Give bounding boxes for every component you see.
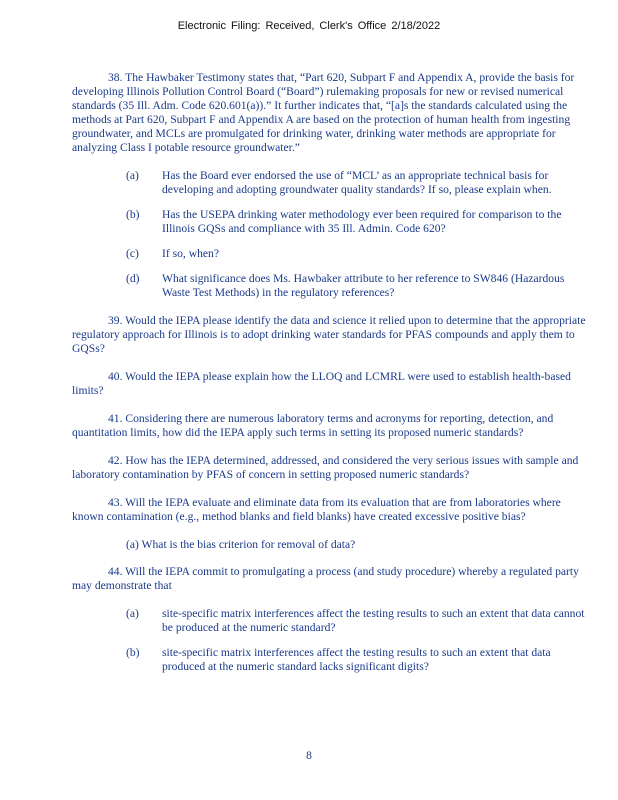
paragraph-41: 41. Considering there are numerous laboratory terms and acronyms for reporting, detection, and quantitation limits, how did the IEPA apply such terms in setting its proposed numeric standards? — [72, 412, 554, 439]
question-44a — [126, 607, 592, 635]
document-body — [72, 71, 592, 685]
item-text: site-specific matrix interferences affect the testing results to such an extent that data produced at the numeric standard lacks significant digits? — [162, 646, 551, 673]
page-number: 8 — [306, 749, 312, 762]
paragraph-43: 43. Will the IEPA evaluate and eliminate data from its evaluation that are from laboratories where known contamination (e.g., method blanks and field blanks) have created excessive positive bias? — [72, 496, 561, 523]
item-label: (a) — [126, 169, 139, 182]
item-label: (b) — [126, 646, 140, 659]
question-38a — [126, 169, 592, 197]
item-text: What significance does Ms. Hawbaker attribute to her reference to SW846 (Hazardous Waste Test Methods) in the regulatory references? — [162, 272, 565, 299]
item-text: If so, when? — [162, 247, 219, 260]
paragraph-44: 44. Will the IEPA commit to promulgating a process (and study procedure) whereby a regulated party may demonstrate that — [72, 565, 579, 592]
question-38c — [126, 247, 592, 261]
question-43a: (a) What is the bias criterion for removal of data? — [126, 538, 356, 551]
paragraph-42: 42. How has the IEPA determined, addressed, and considered the very serious issues with sample and laboratory contamination by PFAS of concern in setting proposed numeric standards? — [72, 454, 579, 481]
item-label: (c) — [126, 247, 139, 260]
item-label: (b) — [126, 208, 140, 221]
item-text: Has the Board ever endorsed the use of “MCL’ as an appropriate technical basis for developing and adopting groundwater quality standards? If so, please explain when. — [162, 169, 552, 196]
item-text: Has the USEPA drinking water methodology ever been required for comparison to the Illinois GQSs and compliance with 35 Ill. Admin. Code 620? — [162, 208, 562, 235]
paragraph-40: 40. Would the IEPA please explain how the LLOQ and LCMRL were used to establish health-based limits? — [72, 370, 571, 397]
question-38b — [126, 208, 592, 236]
question-38d — [126, 272, 592, 300]
paragraph-38: 38. The Hawbaker Testimony states that, “Part 620, Subpart F and Appendix A, provide the basis for developing Illinois Pollution Control Board (“Board”) rulemaking proposals for new or revised numerical standards (35 Ill. Adm. Code 620.601(a)).” It further indicates that, “[a]s the standards calculated using the methods at Part 620, Subpart F and Appendix A are based on the protection of human health from ingesting groundwater, and MCLs are promulgated for drinking water, drinking water methods are appropriate for analyzing Class I potable resource groundwater.” — [72, 71, 575, 154]
item-text: site-specific matrix interferences affect the testing results to such an extent that data cannot be produced at the numeric standard? — [162, 607, 585, 634]
item-label: (d) — [126, 272, 140, 285]
filing-header: Electronic Filing: Received, Clerk's Office 2/18/2022 — [177, 20, 441, 32]
question-44b — [126, 646, 592, 674]
paragraph-39: 39. Would the IEPA please identify the data and science it relied upon to determine that the appropriate regulatory approach for Illinois is to adopt drinking water standards for PFAS compounds and apply them to GQSs? — [72, 314, 586, 355]
item-label: (a) — [126, 607, 139, 620]
